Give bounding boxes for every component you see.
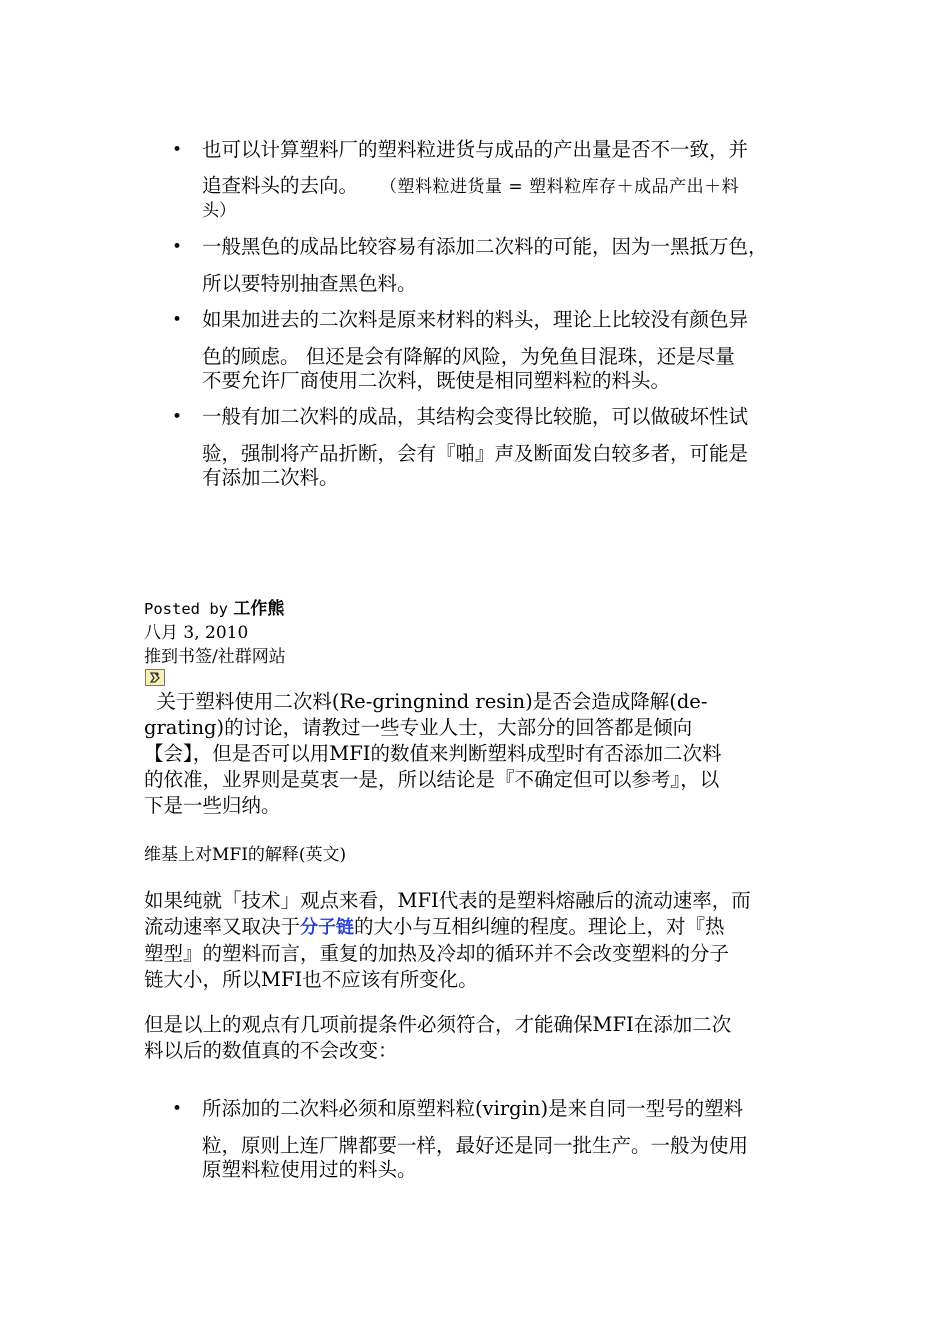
technical-paragraph <box>144 888 804 993</box>
post-meta <box>144 597 286 669</box>
bullet-icon: • <box>172 310 183 330</box>
molecular-chain-link[interactable]: 分子链 <box>300 917 355 938</box>
top-bullet-list <box>172 138 822 502</box>
bullet-line: 原塑料粒使用过的料头。 <box>202 1158 417 1181</box>
bullet-line: 也可以计算塑料厂的塑料粒进货与成品的产出量是否不一致，并 <box>202 138 749 161</box>
bullet-line <box>202 174 822 199</box>
paragraph-line: 链大小，所以MFI也不应该有所变化。 <box>144 968 478 991</box>
paragraph-line: 关于塑料使用二次料(Re-gringnind resin)是否会造成降解(de- <box>144 690 708 713</box>
paragraph-line: 塑型』的塑料而言，重复的加热及冷却的循环并不会改变塑料的分子 <box>144 942 730 965</box>
bullet-icon: • <box>172 140 183 160</box>
share-glyph <box>146 670 164 685</box>
bullet-icon: • <box>172 237 183 257</box>
bullet-line: 所以要特别抽查黑色料。 <box>202 272 417 295</box>
paragraph-line: grating)的讨论，请教过一些专业人士，大部分的回答都是倾向 <box>144 716 693 739</box>
list-item <box>172 308 822 393</box>
author-link[interactable]: 工作熊 <box>233 599 285 619</box>
bullet-line: 粒，原则上连厂牌都要一样，最好还是同一批生产。一般为使用 <box>202 1134 749 1157</box>
list-item <box>172 1097 822 1182</box>
bullet-line: 色的顾虑。 但还是会有降解的风险，为免鱼目混珠，还是尽量 <box>202 345 735 368</box>
bullet-line: 一般有加二次料的成品，其结构会变得比较脆，可以做破坏性试 <box>202 405 749 428</box>
bullet-line: 头） <box>202 201 236 221</box>
paragraph-text: 的大小与互相纠缠的程度。理论上，对『热 <box>354 915 725 938</box>
paragraph-text: 流动速率又取决于 <box>144 915 301 938</box>
formula-note: （塑料粒进货量 = 塑料粒库存＋成品产出＋料 <box>380 177 740 197</box>
bullet-line: 所添加的二次料必须和原塑料粒(virgin)是来自同一型号的塑料 <box>202 1097 744 1120</box>
paragraph-line: 【会】，但是否可以用MFI的数值来判断塑料成型时有否添加二次料 <box>144 742 722 765</box>
paragraph-line: 下是一些归纳。 <box>144 794 281 817</box>
paragraph-line: 料以后的数值真的不会改变： <box>144 1039 398 1062</box>
paragraph-line: 如果纯就「技术」观点来看，MFI代表的是塑料熔融后的流动速率，而 <box>144 889 751 912</box>
list-item <box>172 235 822 296</box>
posted-by-label: Posted by <box>144 600 228 618</box>
bullet-line: 有添加二次料。 <box>202 466 339 489</box>
intro-paragraph <box>144 689 804 819</box>
list-item <box>172 138 822 223</box>
paragraph-line <box>144 914 804 941</box>
bookmark-share-icon[interactable] <box>145 669 165 686</box>
paragraph-line: 但是以上的观点有几项前提条件必须符合，才能确保MFI在添加二次 <box>144 1013 732 1036</box>
list-item <box>172 405 822 490</box>
share-link[interactable]: 推到书签/社群网站 <box>144 647 286 667</box>
paragraph-line: 的依准，业界则是莫衷一是，所以结论是『不确定但可以参考』，以 <box>144 768 720 791</box>
bullet-text: 追查料头的去向。 <box>202 174 359 197</box>
bottom-bullet-list <box>172 1097 822 1194</box>
bullet-line: 验，强制将产品折断，会有『啪』声及断面发白较多者，可能是 <box>202 442 749 465</box>
bullet-line: 不要允许厂商使用二次料，既使是相同塑料粒的料头。 <box>202 369 671 392</box>
posted-by-line <box>144 597 286 621</box>
post-date: 八月 3, 2010 <box>144 623 249 643</box>
bullet-line: 一般黑色的成品比较容易有添加二次料的可能，因为一黑抵万色， <box>202 235 768 258</box>
conditions-paragraph <box>144 1012 804 1064</box>
bullet-icon: • <box>172 407 183 427</box>
wiki-note: 维基上对MFI的解释(英文) <box>144 845 347 865</box>
bullet-line: 如果加进去的二次料是原来材料的料头，理论上比较没有颜色异 <box>202 308 749 331</box>
bullet-icon: • <box>172 1099 183 1119</box>
